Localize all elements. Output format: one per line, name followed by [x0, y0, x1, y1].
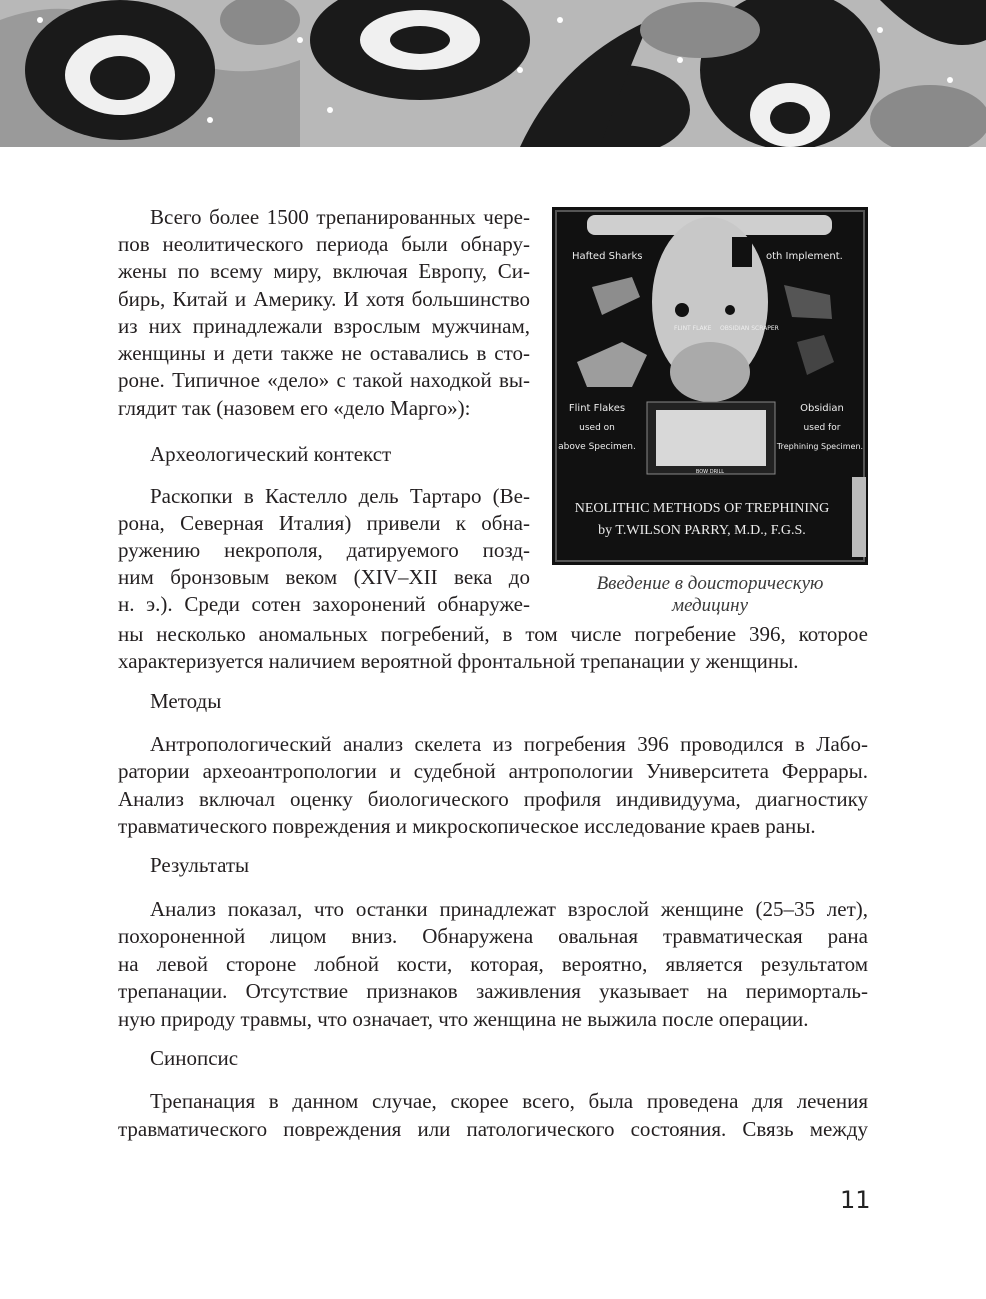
- body-text-line: Анализ показал, что останки принадлежат взрослой женщине (25–35 лет),: [150, 897, 868, 921]
- body-text-line: жены по всему миру, включая Европу, Си-: [118, 259, 530, 283]
- body-text-line: ним бронзовым веком (XIV–XII века до: [118, 565, 530, 589]
- body-text-line: ружению некрополя, датируемого позд-: [118, 538, 530, 562]
- body-text-line: Раскопки в Кастелло дель Тартаро (Ве-: [150, 484, 530, 508]
- body-text-line: Трепанация в данном случае, скорее всего, была проведена для лечения: [150, 1089, 868, 1113]
- photo-author: by T.WILSON PARRY, M.D., F.G.S.: [598, 523, 806, 538]
- body-text-line: ны несколько аномальных погребений, в том числе погребение 396, которое: [118, 622, 868, 646]
- floral-pattern-icon: [0, 0, 986, 147]
- photo-label-flint: FLINT FLAKE: [674, 325, 712, 332]
- body-text-line: женщины и дети также не оставались в сто-: [118, 341, 530, 365]
- trephining-photo: [552, 207, 868, 565]
- photo-label-implement: oth Implement.: [766, 251, 843, 262]
- body-text-line: из них принадлежали взрослым мужчинам,: [118, 314, 530, 338]
- body-text-line: рона, Северная Италия) привели к обна-: [118, 511, 530, 535]
- photo-label-left: used on: [579, 423, 615, 433]
- section-heading: Синопсис: [150, 1046, 239, 1070]
- body-text-line: трепанации. Отсутствие признаков заживления указывает на периморталь-: [118, 979, 868, 1003]
- body-text-line: травматического повреждения или патологического состояния. Связь между: [118, 1117, 868, 1141]
- figure-caption: медицину: [671, 595, 749, 616]
- floral-header-banner: [0, 0, 986, 147]
- section-heading: Археологический контекст: [150, 442, 392, 466]
- page-number: 11: [840, 1186, 871, 1214]
- body-text-line: травматического повреждения и микроскопическое исследование краев раны.: [118, 814, 816, 838]
- photo-title: NEOLITHIC METHODS OF TREPHINING: [574, 501, 830, 516]
- body-text-line: н. э.). Среди сотен захоронений обнаруже-: [118, 592, 530, 616]
- photo-label-hafted: Hafted Sharks: [572, 251, 643, 262]
- body-text-line: глядит так (назовем его «дело Марго»):: [118, 396, 471, 420]
- section-heading: Методы: [150, 689, 222, 713]
- photo-label-right: Obsidian: [800, 403, 844, 414]
- photo-label-left: above Specimen.: [558, 442, 636, 452]
- photo-label-right: used for: [803, 423, 841, 433]
- body-text-line: пов неолитического периода были обнару-: [118, 232, 530, 256]
- body-text-line: Антропологический анализ скелета из погребения 396 проводился в Лабо-: [150, 732, 868, 756]
- body-text-line: характеризуется наличием вероятной фронтальной трепанации у женщины.: [118, 649, 799, 673]
- body-text-line: ратории археоантропологии и судебной антропологии Университета Феррары.: [118, 759, 868, 783]
- photo-label-left: Flint Flakes: [568, 403, 626, 414]
- photo-label-bow-drill: BOW DRILL: [695, 469, 725, 475]
- section-heading: Результаты: [150, 853, 250, 877]
- body-text-line: Всего более 1500 трепанированных чере-: [150, 205, 530, 229]
- body-text-line: на левой стороне лобной кости, которая, вероятно, является результатом: [118, 952, 868, 976]
- body-text-line: ную природу травмы, что означает, что женщина не выжила после операции.: [118, 1007, 809, 1031]
- photo-label-obsidian: OBSIDIAN SCRAPER: [720, 325, 779, 332]
- body-text-line: Анализ включал оценку биологического профиля индивидуума, диагностику: [118, 787, 868, 811]
- photo-label-right: Trephining Specimen.: [776, 442, 864, 451]
- body-text-line: бирь, Китай и Америку. И хотя большинство: [118, 287, 530, 311]
- body-text-line: роне. Типичное «дело» с такой находкой вы-: [118, 368, 530, 392]
- body-text-line: похороненной лицом вниз. Обнаружена овальная травматическая рана: [118, 924, 868, 948]
- figure-caption: Введение в доисторическую: [596, 573, 824, 594]
